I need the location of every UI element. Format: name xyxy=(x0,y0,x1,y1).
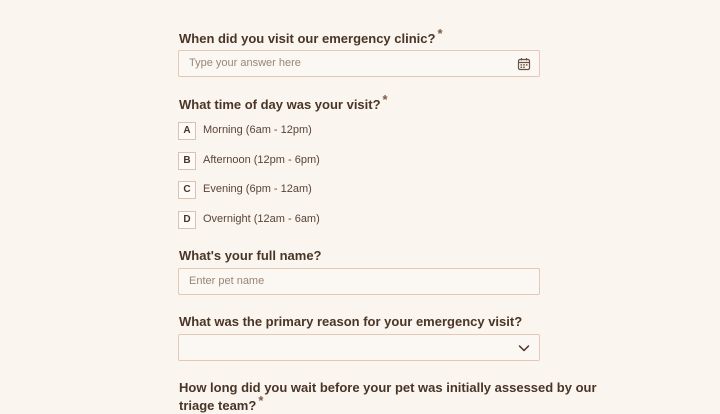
option-key-d[interactable]: D xyxy=(178,211,196,229)
question-wait-time-text-line1: How long did you wait before your pet was initially assessed by our xyxy=(179,380,597,395)
question-visit-date-text: When did you visit our emergency clinic? xyxy=(179,31,436,46)
required-mark: * xyxy=(382,92,388,107)
question-visit-date-label xyxy=(179,26,443,47)
question-full-name-text: What's your full name? xyxy=(179,248,322,263)
question-primary-reason-label xyxy=(179,314,522,330)
full-name-input[interactable] xyxy=(178,268,540,295)
option-key-c[interactable]: C xyxy=(178,181,196,199)
question-time-of-day-text: What time of day was your visit? xyxy=(179,97,381,112)
required-mark: * xyxy=(437,26,443,41)
option-label[interactable]: Afternoon (12pm - 6pm) xyxy=(203,154,320,166)
option-key-a[interactable]: A xyxy=(178,122,196,140)
option-key-b[interactable]: B xyxy=(178,152,196,170)
question-wait-time-label-line2 xyxy=(179,393,264,414)
full-name-placeholder: Enter pet name xyxy=(189,275,265,287)
question-wait-time-label xyxy=(179,380,597,396)
question-primary-reason-text: What was the primary reason for your emergency visit? xyxy=(179,314,523,329)
calendar-icon[interactable] xyxy=(517,57,531,71)
option-label[interactable]: Morning (6am - 12pm) xyxy=(203,124,312,136)
option-label[interactable]: Overnight (12am - 6am) xyxy=(203,213,320,225)
question-full-name-label xyxy=(179,248,322,264)
visit-date-placeholder: Type your answer here xyxy=(189,57,301,69)
chevron-down-icon[interactable] xyxy=(518,343,530,353)
question-wait-time-text-line2: triage team? xyxy=(179,398,257,413)
question-time-of-day-label xyxy=(179,92,388,113)
primary-reason-select[interactable] xyxy=(178,334,540,361)
visit-date-input[interactable] xyxy=(178,50,540,77)
option-label[interactable]: Evening (6pm - 12am) xyxy=(203,183,312,195)
required-mark: * xyxy=(258,393,264,408)
